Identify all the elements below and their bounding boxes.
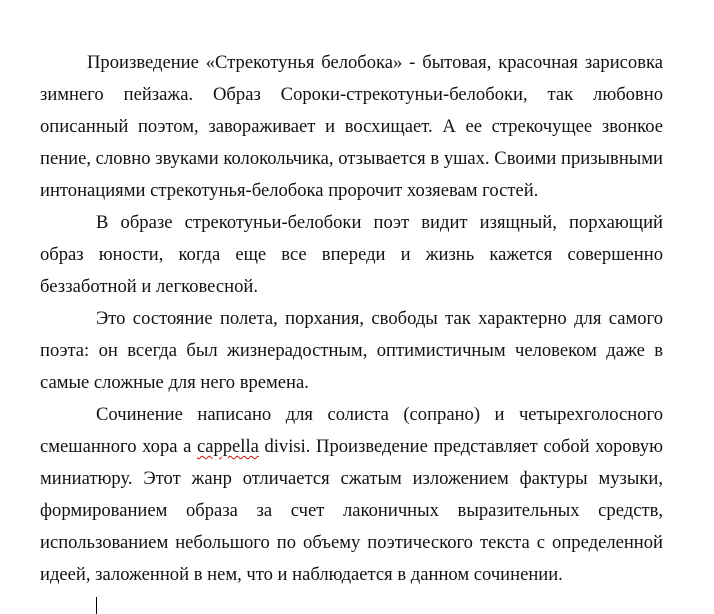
document-body[interactable] [40,47,663,591]
misspelled-word[interactable]: cappella [196,436,259,457]
paragraph-2[interactable]: В образе стрекотуньи-белобоки поэт видит изящный, порхающий образ юности, когда еще все впереди и жизнь кажется совершенно беззаботной и легковесной. [40,212,663,297]
text-cursor [96,597,97,614]
paragraph-4-text-after: divisi. Произведение представляет собой хоровую миниатюру. Этот жанр отличается сжатым изложением фактуры музыки, формированием образа за счет лаконичных выразительных средств, использованием небольшого по объему поэтического текста с определенной идеей, заложенной в нем, что и наблюдается в данном сочинении. [40,436,663,585]
paragraph-4-text-before: Сочинение написано для солиста (сопрано) и четырехголосного смешанного хора a [40,404,663,457]
paragraph-3[interactable]: Это состояние полета, порхания, свободы так характерно для самого поэта: он всегда был жизнерадостным, оптимистичным человеком даже в самые сложные для него времена. [40,308,663,393]
paragraph-1[interactable]: Произведение «Стрекотунья белобока» - бытовая, красочная зарисовка зимнего пейзажа. Образ Сороки-стрекотуньи-белобоки, так любовно описанный поэтом, завораживает и восхищает. А ее стрекочущее звонкое пение, словно звуками колокольчика, отзывается в ушах. Своими призывными интонациями стрекотунья-белобока пророчит хозяевам гостей. [40,52,663,201]
paragraph-4[interactable] [40,399,663,591]
